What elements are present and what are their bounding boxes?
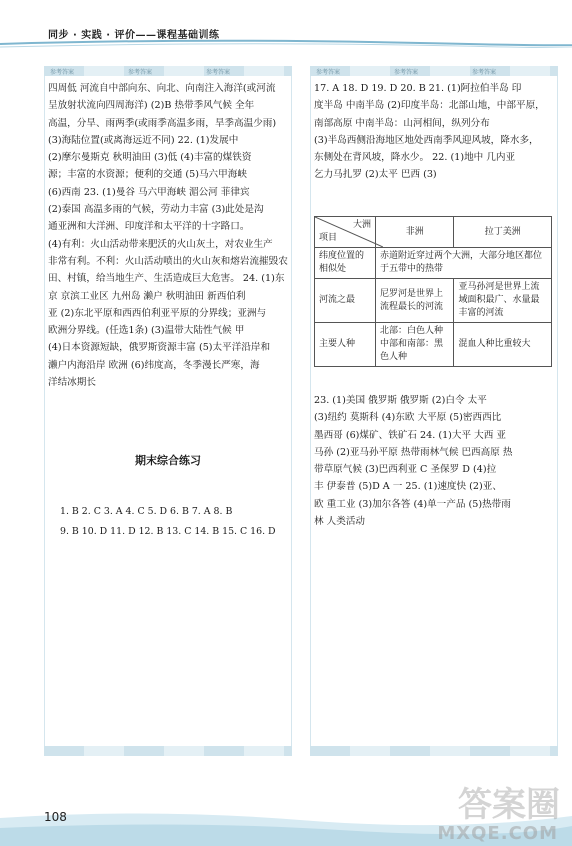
page-number: 108 bbox=[44, 810, 67, 824]
page-header bbox=[0, 0, 572, 48]
text-line: (4)有利：火山活动带来肥沃的火山灰土，对农业生产 bbox=[48, 238, 273, 250]
text-line: 23. (1)美国 俄罗斯 俄罗斯 (2)白令 太平 bbox=[314, 395, 487, 406]
text-line: 17. A 18. D 19. D 20. B 21. (1)阿拉伯半岛 印 bbox=[314, 83, 522, 94]
text-line: 源；丰富的水资源；便利的交通 (5)马六甲海峡 bbox=[48, 169, 247, 181]
text-line: 呈放射状流向四周海洋) (2)B 热带季风气候 全年 bbox=[48, 100, 255, 112]
right-column-bottom-band bbox=[310, 746, 558, 756]
text-line: 林 人类活动 bbox=[314, 516, 366, 528]
table-corner-cell bbox=[315, 217, 376, 248]
multiple-choice-answers bbox=[60, 502, 276, 542]
table-row-label: 河流之最 bbox=[315, 279, 376, 323]
text-line: 丰 伊泰普 (5)D A 一 25. (1)速度快 (2)亚、 bbox=[314, 481, 502, 493]
text-line: 南部高原 中南半岛：山河相间，纵列分布 bbox=[314, 117, 490, 129]
table-cell: 赤道附近穿过两个大洲，大部分地区都位于五带中的热带 bbox=[376, 248, 552, 279]
table-row-label: 主要人种 bbox=[315, 323, 376, 367]
corner-top-label: 大洲 bbox=[352, 220, 371, 230]
band-label: 参考答案 bbox=[394, 69, 419, 76]
header-title: 同步 · 实践 · 评价——课程基础训练 bbox=[48, 30, 220, 41]
table-col-header: 拉丁美洲 bbox=[454, 217, 552, 248]
comparison-table bbox=[314, 216, 552, 367]
text-line: 洋结冰期长 bbox=[48, 377, 96, 389]
text-line: 墨西哥 (6)煤矿、铁矿石 24. (1)大平 大西 亚 bbox=[314, 429, 506, 441]
table-row bbox=[315, 279, 552, 323]
text-line: 高温，分旱、雨两季(或雨季高温多雨，旱季高温少雨) bbox=[48, 117, 277, 129]
text-line: 非常有利。不利：火山活动喷出的火山灰和熔岩流摧毁农 bbox=[48, 255, 288, 267]
section-title: 期末综合练习 bbox=[135, 454, 201, 467]
text-line: 度半岛 中南半岛 (2)印度半岛：北部山地，中部平原， bbox=[314, 100, 545, 112]
table-cell: 混血人种比重较大 bbox=[454, 323, 552, 367]
answer-line: 1. B 2. C 3. A 4. C 5. D 6. B 7. A 8. B bbox=[60, 506, 233, 517]
text-line: (3)海陆位置(或离海远近不同) 22. (1)发展中 bbox=[48, 134, 239, 146]
text-line: (3)纽约 莫斯科 (4)东欧 大平原 (5)密西西比 bbox=[314, 412, 502, 424]
left-column-top-band bbox=[44, 66, 292, 76]
text-line: 通亚洲和大洋洲、印度洋和太平洋的十字路口。 bbox=[48, 221, 250, 233]
right-answer-text-bottom bbox=[314, 392, 554, 530]
text-line: 东侧处在背风坡，降水少。 22. (1)地中 几内亚 bbox=[314, 152, 516, 164]
text-line: 欧洲分界线。(任选1条) (3)温带大陆性气候 甲 bbox=[48, 325, 245, 337]
text-line: (6)西南 23. (1)曼谷 马六甲海峡 湄公河 菲律宾 bbox=[48, 186, 250, 198]
table-header-row bbox=[315, 217, 552, 248]
band-label: 参考答案 bbox=[472, 69, 497, 76]
right-column-top-band bbox=[310, 66, 558, 76]
text-line: (2)泰国 高温多雨的气候，劳动力丰富 (3)此处是沟 bbox=[48, 204, 264, 216]
text-line: (4)日本资源短缺，俄罗斯资源丰富 (5)太平洋沿岸和 bbox=[48, 342, 271, 354]
table-cell: 尼罗河是世界上流程最长的河流 bbox=[376, 279, 454, 323]
text-line: (2)摩尔曼斯克 秋明油田 (3)低 (4)丰富的煤铁资 bbox=[48, 152, 252, 164]
right-column bbox=[310, 66, 558, 756]
band-label: 参考答案 bbox=[50, 69, 75, 76]
watermark-url: MXQE.COM bbox=[437, 823, 558, 844]
left-column bbox=[44, 66, 292, 756]
answer-line: 9. B 10. D 11. D 12. B 13. C 14. B 15. C 16. D bbox=[60, 526, 276, 537]
text-line: 田、村镇，给当地生产、生活造成巨大危害。 24. (1)东 bbox=[48, 273, 285, 285]
text-line: 马孙 (2)亚马孙平原 热带雨林气候 巴西高原 热 bbox=[314, 446, 513, 458]
table-cell: 亚马孙河是世界上流域面积最广、水量最丰富的河流 bbox=[454, 279, 552, 323]
text-line: (3)半岛西侧沿海地区地处西南季风迎风坡，降水多， bbox=[314, 134, 539, 146]
band-label: 参考答案 bbox=[128, 69, 153, 76]
right-answer-text-top bbox=[314, 80, 554, 184]
text-line: 欧 重工业 (3)加尔各答 (4)单一产品 (5)热带雨 bbox=[314, 498, 511, 510]
table-cell: 北部：白色人种 中部和南部：黑色人种 bbox=[376, 323, 454, 367]
table-row bbox=[315, 323, 552, 367]
text-line: 四周低 河流自中部向东、向北、向南注入海洋(或河流 bbox=[48, 83, 276, 94]
text-line: 濑户内海沿岸 欧洲 (6)纬度高，冬季漫长严寒，海 bbox=[48, 359, 260, 371]
left-answer-text bbox=[48, 80, 288, 391]
table-row-label: 纬度位置的相似处 bbox=[315, 248, 376, 279]
table-row bbox=[315, 248, 552, 279]
band-label: 参考答案 bbox=[316, 69, 341, 76]
text-line: 京 京滨工业区 九州岛 濑户 秋明油田 新西伯利 bbox=[48, 290, 246, 302]
text-line: 带草原气候 (3)巴西利亚 C 圣保罗 D (4)拉 bbox=[314, 464, 497, 476]
text-line: 乞力马扎罗 (2)太平 巴西 (3) bbox=[314, 169, 437, 181]
left-column-bottom-band bbox=[44, 746, 292, 756]
table-col-header: 非洲 bbox=[376, 217, 454, 248]
band-label: 参考答案 bbox=[206, 69, 231, 76]
corner-bottom-label: 项目 bbox=[319, 233, 338, 243]
text-line: 亚 (2)东北平原和西西伯利亚平原的分界线；亚洲与 bbox=[48, 307, 267, 319]
watermark-logo: 答案圈 bbox=[458, 785, 560, 825]
